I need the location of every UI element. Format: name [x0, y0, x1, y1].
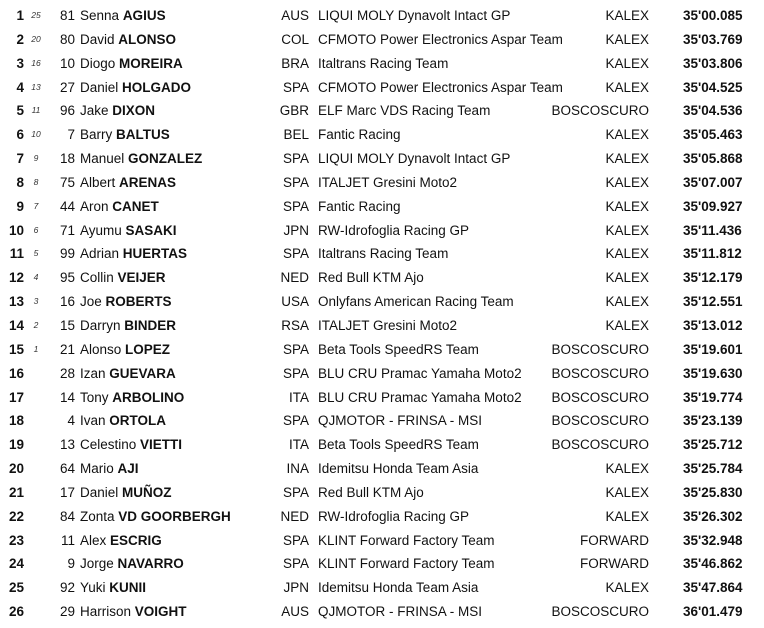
team-cell: KLINT Forward Factory Team — [318, 556, 495, 572]
table-row — [0, 362, 764, 386]
nation-cell: ITA — [289, 389, 309, 405]
constructor-cell: KALEX — [605, 8, 649, 23]
rider-number-cell: 11 — [60, 532, 75, 548]
nation-cell: COL — [281, 31, 309, 47]
time-cell: 35'03.769 — [683, 31, 743, 47]
rider-last-name: ALONSO — [118, 31, 177, 47]
rider-first-name: Zonta — [80, 508, 115, 524]
rider-last-name: BINDER — [124, 317, 177, 333]
rider-number-cell: 29 — [59, 604, 75, 620]
nation-cell: RSA — [281, 317, 309, 333]
nation-cell: SPA — [282, 341, 309, 357]
points-cell: 16 — [31, 57, 41, 68]
team-cell: LIQUI MOLY Dynavolt Intact GP — [318, 8, 511, 23]
nation-cell: SPA — [282, 365, 309, 381]
rider-first-name: Ivan — [80, 413, 106, 429]
constructor-cell: KALEX — [605, 461, 649, 477]
rider-number-cell: 27 — [59, 79, 75, 95]
team-cell: Onlyfans American Racing Team — [318, 294, 514, 310]
constructor-cell: KALEX — [605, 246, 649, 262]
rider-number-cell: 7 — [67, 127, 75, 143]
rider-last-name: AJI — [117, 461, 139, 477]
rider-name-cell — [80, 386, 184, 410]
rider-first-name: Darryn — [80, 317, 121, 333]
nation-cell: SPA — [282, 556, 309, 572]
points-cell: 20 — [31, 33, 41, 44]
time-cell: 35'12.551 — [683, 294, 743, 310]
rider-last-name: DIXON — [112, 103, 156, 119]
time-cell: 35'11.436 — [683, 222, 742, 238]
position-cell: 21 — [8, 484, 24, 500]
table-row — [0, 76, 764, 100]
rider-number-cell: 64 — [59, 461, 75, 477]
rider-first-name: Jake — [80, 103, 109, 119]
time-cell: 35'32.948 — [683, 532, 743, 548]
rider-first-name: Aron — [80, 198, 109, 214]
rider-last-name: VIETTI — [140, 437, 183, 453]
rider-number-cell: 96 — [59, 103, 75, 119]
nation-cell: SPA — [282, 413, 309, 429]
constructor-cell: BOSCOSCURO — [551, 437, 649, 453]
rider-last-name: MOREIRA — [119, 55, 183, 71]
rider-first-name: Ayumu — [80, 222, 122, 238]
time-cell: 35'12.179 — [683, 270, 743, 286]
constructor-cell: FORWARD — [580, 556, 649, 572]
team-cell: ELF Marc VDS Racing Team — [318, 103, 491, 119]
rider-first-name: Joe — [80, 294, 102, 310]
rider-name-cell — [80, 123, 170, 147]
rider-name-cell — [80, 481, 172, 505]
position-cell: 22 — [8, 508, 24, 524]
rider-last-name: ORTOLA — [109, 413, 167, 429]
rider-number-cell: 16 — [59, 294, 75, 310]
rider-last-name: BALTUS — [116, 127, 170, 143]
rider-name-cell — [80, 290, 172, 314]
points-cell: 13 — [31, 81, 41, 92]
position-cell: 6 — [16, 127, 24, 143]
table-row — [0, 99, 764, 123]
table-row — [0, 314, 764, 338]
points-cell: 11 — [31, 105, 41, 116]
team-cell: Beta Tools SpeedRS Team — [318, 437, 479, 453]
table-row — [0, 123, 764, 147]
points-cell: 5 — [33, 248, 39, 259]
rider-name-cell — [80, 576, 146, 600]
rider-name-cell — [80, 219, 177, 243]
rider-number-cell: 95 — [59, 270, 75, 286]
table-row — [0, 290, 764, 314]
rider-last-name: MUÑOZ — [122, 484, 172, 500]
constructor-cell: BOSCOSCURO — [551, 103, 649, 119]
rider-first-name: Daniel — [80, 79, 119, 95]
time-cell: 35'19.774 — [683, 389, 743, 405]
points-cell: 2 — [33, 319, 39, 330]
team-cell: Fantic Racing — [318, 127, 401, 143]
rider-name-cell — [80, 266, 166, 290]
table-row — [0, 386, 764, 410]
position-cell: 5 — [16, 103, 24, 119]
team-cell: BLU CRU Pramac Yamaha Moto2 — [318, 365, 522, 381]
constructor-cell: KALEX — [605, 127, 649, 143]
rider-number-cell: 80 — [59, 31, 75, 47]
constructor-cell: KALEX — [605, 198, 649, 214]
rider-first-name: Adrian — [80, 246, 120, 262]
position-cell: 25 — [8, 580, 24, 596]
points-cell: 4 — [33, 272, 39, 283]
rider-first-name: Alonso — [80, 341, 122, 357]
points-cell: 9 — [33, 153, 39, 164]
rider-first-name: Barry — [80, 127, 113, 143]
nation-cell: USA — [281, 294, 309, 310]
nation-cell: JPN — [283, 580, 309, 596]
time-cell: 35'25.830 — [683, 484, 743, 500]
constructor-cell: KALEX — [605, 294, 649, 310]
rider-name-cell — [80, 4, 166, 28]
team-cell: RW-Idrofoglia Racing GP — [318, 508, 470, 524]
time-cell: 35'09.927 — [683, 198, 743, 214]
table-row — [0, 552, 764, 576]
time-cell: 35'05.868 — [683, 151, 743, 167]
team-cell: Fantic Racing — [318, 198, 401, 214]
rider-last-name: GONZALEZ — [128, 151, 203, 167]
rider-last-name: VD GOORBERGH — [118, 508, 231, 524]
position-cell: 4 — [16, 79, 24, 95]
nation-cell: SPA — [282, 198, 309, 214]
position-cell: 23 — [8, 532, 24, 548]
time-cell: 35'46.862 — [683, 556, 743, 572]
rider-number-cell: 44 — [59, 198, 75, 214]
rider-last-name: ROBERTS — [105, 294, 172, 310]
rider-first-name: Alex — [80, 532, 107, 548]
rider-first-name: Celestino — [80, 437, 137, 453]
rider-first-name: Manuel — [80, 151, 125, 167]
time-cell: 35'47.864 — [683, 580, 743, 596]
team-cell: ITALJET Gresini Moto2 — [318, 317, 458, 333]
rider-name-cell — [80, 362, 176, 386]
nation-cell: AUS — [281, 604, 309, 620]
constructor-cell: BOSCOSCURO — [551, 604, 649, 620]
constructor-cell: BOSCOSCURO — [551, 365, 649, 381]
points-cell: 25 — [31, 10, 41, 20]
rider-number-cell: 21 — [59, 341, 75, 357]
table-row — [0, 600, 764, 624]
table-row — [0, 505, 764, 529]
rider-name-cell — [80, 314, 176, 338]
time-cell: 35'00.085 — [683, 8, 743, 23]
position-cell: 2 — [16, 31, 24, 47]
rider-last-name: KUNII — [109, 580, 147, 596]
table-row — [0, 338, 764, 362]
nation-cell: NED — [280, 508, 309, 524]
table-row — [0, 171, 764, 195]
nation-cell: SPA — [282, 246, 309, 262]
rider-number-cell: 28 — [59, 365, 75, 381]
time-cell: 35'23.139 — [683, 413, 743, 429]
table-row — [0, 4, 764, 28]
rider-last-name: LOPEZ — [125, 341, 171, 357]
points-cell: 3 — [33, 296, 39, 307]
position-cell: 14 — [8, 317, 24, 333]
rider-first-name: Mario — [80, 461, 114, 477]
table-row — [0, 52, 764, 76]
time-cell: 35'04.525 — [683, 79, 743, 95]
nation-cell: SPA — [282, 532, 309, 548]
rider-number-cell: 84 — [59, 508, 75, 524]
rider-number-cell: 10 — [59, 55, 75, 71]
rider-number-cell: 14 — [59, 389, 75, 405]
table-row — [0, 28, 764, 52]
table-row — [0, 433, 764, 457]
rider-last-name: ARBOLINO — [112, 389, 185, 405]
rider-number-cell: 75 — [59, 174, 75, 190]
rider-name-cell — [80, 52, 183, 76]
position-cell: 24 — [8, 556, 24, 572]
rider-last-name: HUERTAS — [122, 246, 188, 262]
rider-number-cell: 99 — [59, 246, 75, 262]
team-cell: Idemitsu Honda Team Asia — [318, 580, 479, 596]
nation-cell: JPN — [283, 222, 309, 238]
nation-cell: INA — [286, 461, 309, 477]
position-cell: 8 — [16, 174, 24, 190]
rider-first-name: Collin — [80, 270, 114, 286]
constructor-cell: BOSCOSCURO — [551, 389, 649, 405]
team-cell: RW-Idrofoglia Racing GP — [318, 222, 470, 238]
rider-first-name: Tony — [80, 389, 109, 405]
team-cell: Italtrans Racing Team — [318, 55, 449, 71]
time-cell: 35'05.463 — [683, 127, 743, 143]
nation-cell: BEL — [283, 127, 309, 143]
constructor-cell: KALEX — [605, 151, 649, 167]
time-cell: 35'25.712 — [683, 437, 743, 453]
rider-number-cell: 13 — [59, 437, 75, 453]
time-cell: 35'19.601 — [683, 341, 743, 357]
constructor-cell: KALEX — [605, 484, 649, 500]
team-cell: LIQUI MOLY Dynavolt Intact GP — [318, 151, 511, 167]
rider-name-cell — [80, 600, 187, 624]
points-cell: 8 — [33, 176, 39, 187]
position-cell: 16 — [8, 365, 24, 381]
team-cell: Italtrans Racing Team — [318, 246, 449, 262]
team-cell: KLINT Forward Factory Team — [318, 532, 495, 548]
rider-name-cell — [80, 457, 139, 481]
team-cell: CFMOTO Power Electronics Aspar Team — [318, 79, 563, 95]
rider-name-cell — [80, 28, 176, 52]
position-cell: 18 — [8, 413, 24, 429]
position-cell: 10 — [8, 222, 24, 238]
rider-name-cell — [80, 552, 184, 576]
time-cell: 35'25.784 — [683, 461, 743, 477]
rider-first-name: Izan — [80, 365, 106, 381]
rider-name-cell — [80, 195, 159, 219]
nation-cell: GBR — [279, 103, 309, 119]
table-row — [0, 576, 764, 600]
rider-first-name: Albert — [80, 174, 116, 190]
constructor-cell: FORWARD — [580, 532, 649, 548]
constructor-cell: BOSCOSCURO — [551, 413, 649, 429]
rider-name-cell — [80, 338, 170, 362]
position-cell: 7 — [16, 151, 24, 167]
team-cell: CFMOTO Power Electronics Aspar Team — [318, 31, 563, 47]
position-cell: 9 — [16, 198, 24, 214]
nation-cell: SPA — [282, 79, 309, 95]
constructor-cell: KALEX — [605, 508, 649, 524]
position-cell: 26 — [8, 604, 24, 620]
table-row — [0, 409, 764, 433]
rider-last-name: VOIGHT — [134, 604, 187, 620]
time-cell: 35'04.536 — [683, 103, 743, 119]
rider-first-name: David — [80, 31, 115, 47]
constructor-cell: KALEX — [605, 31, 649, 47]
rider-name-cell — [80, 505, 231, 529]
table-row — [0, 195, 764, 219]
team-cell: QJMOTOR - FRINSA - MSI — [318, 604, 483, 620]
rider-number-cell: 81 — [59, 8, 75, 23]
points-cell: 10 — [31, 129, 41, 140]
rider-last-name: NAVARRO — [117, 556, 184, 572]
rider-last-name: CANET — [112, 198, 159, 214]
rider-name-cell — [80, 433, 182, 457]
table-row — [0, 481, 764, 505]
nation-cell: ITA — [289, 437, 309, 453]
team-cell: Beta Tools SpeedRS Team — [318, 341, 479, 357]
constructor-cell: KALEX — [605, 317, 649, 333]
rider-first-name: Yuki — [80, 580, 106, 596]
time-cell: 35'07.007 — [683, 174, 743, 190]
team-cell: BLU CRU Pramac Yamaha Moto2 — [318, 389, 522, 405]
team-cell: Idemitsu Honda Team Asia — [318, 461, 479, 477]
rider-first-name: Senna — [80, 8, 120, 23]
team-cell: ITALJET Gresini Moto2 — [318, 174, 458, 190]
nation-cell: AUS — [281, 8, 309, 23]
position-cell: 3 — [16, 55, 24, 71]
rider-name-cell — [80, 409, 166, 433]
rider-first-name: Harrison — [80, 604, 132, 620]
time-cell: 35'26.302 — [683, 508, 743, 524]
rider-number-cell: 18 — [59, 151, 75, 167]
position-cell: 13 — [8, 294, 24, 310]
nation-cell: BRA — [281, 55, 309, 71]
points-cell: 7 — [33, 200, 39, 211]
results-table — [0, 4, 764, 624]
rider-first-name: Jorge — [80, 556, 114, 572]
rider-name-cell — [80, 529, 162, 553]
rider-number-cell: 92 — [59, 580, 75, 596]
time-cell: 35'11.812 — [683, 246, 742, 262]
position-cell: 17 — [8, 389, 24, 405]
rider-name-cell — [80, 147, 202, 171]
time-cell: 35'13.012 — [683, 317, 743, 333]
rider-number-cell: 15 — [59, 317, 75, 333]
constructor-cell: KALEX — [605, 270, 649, 286]
table-row — [0, 457, 764, 481]
nation-cell: SPA — [282, 484, 309, 500]
constructor-cell: KALEX — [605, 174, 649, 190]
position-cell: 20 — [8, 461, 24, 477]
position-cell: 11 — [9, 246, 24, 262]
rider-last-name: VEIJER — [117, 270, 166, 286]
time-cell: 36'01.479 — [683, 604, 743, 620]
position-cell: 12 — [8, 270, 24, 286]
position-cell: 1 — [16, 8, 24, 23]
rider-first-name: Daniel — [80, 484, 119, 500]
rider-last-name: ARENAS — [119, 174, 177, 190]
time-cell: 35'19.630 — [683, 365, 743, 381]
constructor-cell: BOSCOSCURO — [551, 341, 649, 357]
points-cell: 6 — [33, 224, 39, 235]
table-row — [0, 219, 764, 243]
constructor-cell: KALEX — [605, 580, 649, 596]
rider-last-name: ESCRIG — [110, 532, 162, 548]
team-cell: Red Bull KTM Ajo — [318, 270, 424, 286]
rider-first-name: Diogo — [80, 55, 116, 71]
table-row — [0, 147, 764, 171]
rider-number-cell: 71 — [59, 222, 75, 238]
points-cell: 1 — [33, 343, 39, 354]
nation-cell: SPA — [282, 151, 309, 167]
team-cell: Red Bull KTM Ajo — [318, 484, 424, 500]
rider-name-cell — [80, 76, 191, 100]
table-row — [0, 266, 764, 290]
constructor-cell: KALEX — [605, 79, 649, 95]
position-cell: 15 — [8, 341, 24, 357]
rider-number-cell: 17 — [59, 484, 75, 500]
nation-cell: SPA — [282, 174, 309, 190]
rider-last-name: HOLGADO — [122, 79, 192, 95]
time-cell: 35'03.806 — [683, 55, 743, 71]
nation-cell: NED — [280, 270, 309, 286]
position-cell: 19 — [8, 437, 24, 453]
rider-number-cell: 4 — [67, 413, 75, 429]
constructor-cell: KALEX — [605, 222, 649, 238]
constructor-cell: KALEX — [605, 55, 649, 71]
rider-number-cell: 9 — [67, 556, 75, 572]
rider-last-name: SASAKI — [125, 222, 177, 238]
table-row — [0, 529, 764, 553]
rider-name-cell — [80, 242, 187, 266]
rider-last-name: AGIUS — [122, 8, 166, 23]
table-row — [0, 242, 764, 266]
team-cell: QJMOTOR - FRINSA - MSI — [318, 413, 483, 429]
rider-last-name: GUEVARA — [109, 365, 176, 381]
rider-name-cell — [80, 171, 176, 195]
rider-name-cell — [80, 99, 155, 123]
